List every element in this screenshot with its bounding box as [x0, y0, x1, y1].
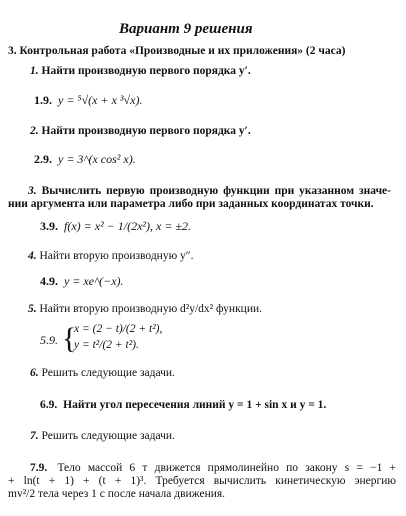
task-3-line-1: [28, 184, 391, 198]
problem-2-9: [34, 152, 136, 166]
task-4: [28, 249, 193, 263]
task-text: Найти вторую производную d²y/dx² функции.: [39, 303, 263, 315]
problem-label: 1.9.: [34, 93, 52, 107]
task-text: Найти вторую производную y″.: [39, 250, 194, 262]
problem-text: + ln(t + 1) + (t + 1)³. Требуется вычислить кинетическую энергию: [8, 475, 396, 487]
problem-7-9-line-3: mv²/2 тела через 1 с после начала движения.: [8, 488, 226, 500]
task-text: Найти производную первого порядка y′.: [41, 125, 251, 137]
problem-6-9: [40, 398, 326, 412]
task-text: Решить следующие задачи.: [41, 430, 175, 442]
brace-symbol: {: [62, 322, 77, 355]
task-number: 2.: [30, 125, 39, 137]
problem-label: 7.9.: [30, 462, 48, 474]
task-text: Найти производную первого порядка y′.: [41, 65, 251, 77]
task-number: 5.: [28, 303, 37, 315]
problem-formula: f(x) = x² − 1/(2x²), x = ±2.: [64, 219, 192, 233]
section-header: 3. Контрольная работа «Производные и их приложения» (2 часа): [8, 45, 346, 57]
task-text: Вычислить первую производную функции при указанном значе-: [41, 185, 391, 197]
task-text: Решить следующие задачи.: [41, 367, 175, 379]
task-3-line-2: нии аргумента или параметра либо при заданных координатах точки.: [8, 198, 374, 210]
problem-label: 4.9.: [40, 274, 58, 288]
system-line-2: y = t²/(2 + t²).: [74, 339, 139, 351]
task-5: [28, 302, 262, 316]
task-number: 7.: [30, 430, 39, 442]
problem-1-9: [34, 93, 142, 107]
problem-formula: y = ⁵√(x + x ³√x).: [58, 93, 143, 107]
task-number: 4.: [28, 250, 37, 262]
task-number: 6.: [30, 367, 39, 379]
problem-formula: y = 3^(x cos² x).: [58, 152, 136, 166]
problem-label: 6.9.: [40, 399, 58, 411]
problem-label: 3.9.: [40, 219, 58, 233]
problem-5-9-label: 5.9.: [40, 333, 58, 347]
problem-formula: y = xe^(−x).: [64, 274, 124, 288]
task-number: 1.: [30, 65, 39, 77]
task-6: [30, 366, 175, 380]
problem-text: Тело массой 6 т движется прямолинейно по закону s = −1 +: [57, 462, 397, 474]
problem-label: 2.9.: [34, 152, 52, 166]
problem-7-9-line-2: [8, 474, 396, 488]
task-1: [30, 64, 251, 78]
task-2: [30, 124, 251, 138]
problem-4-9: [40, 274, 124, 288]
problem-3-9: [40, 219, 191, 233]
task-7: [30, 429, 175, 443]
problem-text: Найти угол пересечения линий y = 1 + sin x и y = 1.: [63, 399, 327, 411]
system-line-1: x = (2 − t)/(2 + t²),: [74, 323, 163, 335]
task-number: 3.: [28, 185, 37, 197]
page-title: Вариант 9 решения: [119, 21, 253, 37]
problem-7-9-line-1: [30, 461, 396, 475]
